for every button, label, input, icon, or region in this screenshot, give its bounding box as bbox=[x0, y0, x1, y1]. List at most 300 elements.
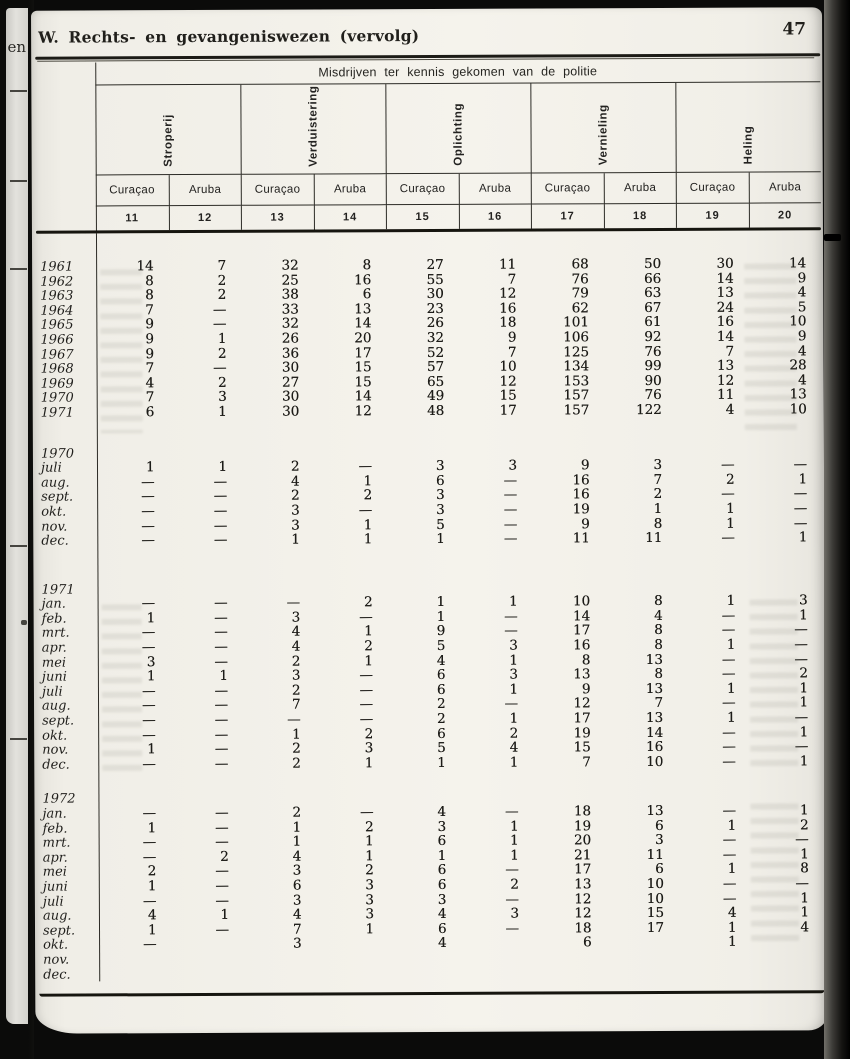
column-number-row bbox=[36, 203, 821, 230]
row-label: nov. bbox=[41, 519, 68, 535]
table-cell: 1 bbox=[509, 652, 518, 669]
table-cell: 15 bbox=[646, 905, 664, 922]
table-cell: — bbox=[142, 712, 156, 729]
table-cell: 157 bbox=[563, 387, 590, 404]
subcolumn-header: Aruba bbox=[748, 172, 821, 203]
table-cell: — bbox=[213, 360, 227, 377]
ink-speck bbox=[21, 620, 27, 625]
table-cell: 20 bbox=[354, 330, 372, 347]
section-year-label: 1970 bbox=[40, 446, 75, 462]
table-cell: 10 bbox=[789, 313, 807, 330]
table-cell: 9 bbox=[145, 316, 154, 333]
title-rule bbox=[35, 53, 820, 59]
column-group-header bbox=[240, 84, 385, 175]
table-cell: — bbox=[720, 456, 735, 473]
table-cell bbox=[317, 966, 390, 981]
table-cell: 13 bbox=[645, 710, 664, 727]
table-cell: 2 bbox=[365, 862, 374, 879]
table-cell: 8 bbox=[362, 257, 372, 274]
table-cell: — bbox=[721, 665, 736, 682]
table-cell: 4 bbox=[797, 284, 807, 301]
table-cell: 2 bbox=[291, 682, 301, 699]
table-cell: — bbox=[141, 503, 155, 520]
table-cell: 19 bbox=[573, 724, 591, 741]
table-cell: 3 bbox=[291, 667, 301, 684]
table-cell: 17 bbox=[574, 861, 592, 878]
table-cell: — bbox=[141, 683, 156, 700]
table-cell: 1 bbox=[726, 592, 736, 609]
table-cell: 6 bbox=[436, 681, 446, 698]
row-label: okt. bbox=[41, 504, 67, 520]
table-cell: 8 bbox=[654, 666, 663, 683]
row-label: mrt. bbox=[42, 835, 71, 851]
table-cell: 1 bbox=[291, 531, 300, 548]
row-label: mei bbox=[41, 655, 67, 671]
table-cell: — bbox=[143, 936, 157, 953]
table-cell: 12 bbox=[574, 890, 592, 907]
table-cell: 6 bbox=[145, 404, 155, 421]
table-cell: 3 bbox=[435, 487, 445, 504]
table-cell: 16 bbox=[573, 637, 591, 654]
column-number: 19 bbox=[676, 204, 749, 228]
table-cell: 12 bbox=[354, 403, 372, 420]
table-cell: 17 bbox=[354, 344, 372, 361]
table-cell: 4 bbox=[145, 374, 155, 391]
table-cell bbox=[679, 964, 752, 979]
table-cell: — bbox=[142, 726, 156, 743]
table-cell: 3 bbox=[798, 592, 808, 609]
table-cell: 1 bbox=[292, 819, 302, 836]
table-cell: — bbox=[141, 595, 156, 612]
table-cell: 1 bbox=[510, 847, 519, 864]
table-cell: 2 bbox=[510, 876, 519, 893]
table-cell: — bbox=[359, 696, 374, 713]
table-cell: — bbox=[142, 756, 156, 773]
table-cell: 9 bbox=[145, 345, 155, 362]
table-cell: 1 bbox=[147, 741, 156, 758]
table-cell bbox=[462, 950, 535, 965]
scanned-page bbox=[31, 7, 826, 1033]
statistics-table bbox=[35, 59, 824, 997]
table-cell: — bbox=[793, 456, 808, 473]
table-cell: 122 bbox=[635, 401, 662, 419]
table-cell: 76 bbox=[571, 270, 589, 287]
table-cell: — bbox=[215, 892, 229, 909]
table-row bbox=[38, 754, 823, 772]
table-cell: 2 bbox=[725, 471, 735, 488]
stub-spacer bbox=[35, 85, 95, 175]
table-cell: 1 bbox=[146, 668, 156, 685]
table-cell: 1 bbox=[509, 681, 519, 698]
table-cell: 8 bbox=[653, 515, 663, 532]
table-cell: — bbox=[213, 531, 228, 549]
table-row bbox=[39, 964, 824, 982]
table-cell: — bbox=[214, 804, 229, 821]
table-cell: 23 bbox=[426, 300, 444, 317]
table-cell: 76 bbox=[644, 387, 662, 404]
table-cell: 6 bbox=[437, 725, 446, 742]
table-cell: 1 bbox=[147, 878, 157, 895]
subcolumn-header: Curaçao bbox=[96, 175, 169, 206]
table-cell: — bbox=[794, 650, 808, 668]
table-cell: 63 bbox=[644, 285, 662, 302]
table-cell: 2 bbox=[509, 725, 519, 742]
row-label: dec. bbox=[41, 533, 69, 549]
table-cell: 92 bbox=[644, 328, 662, 346]
table-cell: — bbox=[214, 653, 228, 670]
table-cell: — bbox=[503, 486, 518, 503]
page-number: 47 bbox=[782, 19, 807, 40]
table-cell: 6 bbox=[582, 934, 592, 951]
table-cell: 2 bbox=[364, 638, 373, 655]
table-cell bbox=[752, 964, 825, 979]
table-cell: 3 bbox=[435, 458, 445, 475]
table-cell: 8 bbox=[654, 637, 663, 654]
table-cell: — bbox=[212, 301, 227, 318]
table-row bbox=[37, 402, 822, 420]
table-cell: 8 bbox=[800, 860, 809, 877]
table-cell: 14 bbox=[716, 270, 734, 287]
table-cell: 3 bbox=[509, 666, 518, 683]
table-cell: — bbox=[505, 920, 520, 937]
table-cell: — bbox=[503, 501, 518, 518]
table-cell: 4 bbox=[437, 803, 447, 820]
table-cell: — bbox=[722, 738, 736, 755]
table-cell: 11 bbox=[646, 846, 664, 863]
table-section bbox=[37, 443, 822, 549]
table-cell: 7 bbox=[653, 471, 663, 488]
table-cell: — bbox=[142, 834, 157, 851]
table-cell: — bbox=[358, 458, 373, 475]
table-cell: — bbox=[359, 711, 374, 728]
table-cell: 6 bbox=[655, 861, 664, 878]
table-cell: 7 bbox=[507, 344, 517, 361]
table-cell: 4 bbox=[727, 904, 737, 921]
table-cell: 2 bbox=[217, 345, 227, 362]
table-cell: 2 bbox=[290, 458, 300, 475]
table-cell: 6 bbox=[437, 862, 447, 879]
table-cell: — bbox=[721, 622, 736, 639]
table-cell: 2 bbox=[364, 725, 374, 742]
table-cell: 14 bbox=[354, 315, 372, 332]
table-cell: 125 bbox=[563, 343, 590, 360]
table-cell: — bbox=[214, 609, 228, 626]
edge-ink-mark bbox=[824, 234, 841, 241]
table-cell: — bbox=[722, 875, 737, 892]
table-cell: — bbox=[359, 804, 374, 821]
table-cell: 4 bbox=[654, 607, 663, 624]
table-cell: 1 bbox=[726, 680, 736, 697]
table-cell: 4 bbox=[290, 473, 300, 490]
table-cell: — bbox=[721, 607, 736, 624]
table-cell: 1 bbox=[509, 754, 519, 771]
table-cell: 3 bbox=[437, 818, 447, 835]
table-cell: 62 bbox=[571, 300, 589, 317]
column-group-header bbox=[675, 82, 820, 173]
table-cell: 2 bbox=[292, 755, 301, 772]
subcolumn-header: Aruba bbox=[458, 174, 531, 205]
table-cell: 5 bbox=[436, 637, 446, 655]
table-cell: 1 bbox=[217, 330, 227, 347]
table-cell: 38 bbox=[281, 286, 299, 303]
table-cell: 3 bbox=[655, 832, 664, 849]
table-cell: 7 bbox=[654, 695, 664, 712]
table-cell: 1 bbox=[799, 680, 809, 697]
column-number: 13 bbox=[241, 205, 314, 229]
row-label: okt. bbox=[42, 728, 68, 744]
table-cell: 6 bbox=[435, 472, 445, 489]
table-cell: 13 bbox=[646, 802, 664, 820]
table-cell: 2 bbox=[291, 653, 301, 670]
table-cell: 12 bbox=[716, 372, 735, 389]
table-cell: — bbox=[142, 697, 156, 714]
stub-spacer bbox=[36, 206, 96, 230]
table-cell bbox=[99, 967, 172, 982]
table-cell: 1 bbox=[798, 471, 808, 488]
table-cell: 14 bbox=[788, 255, 807, 272]
table-cell: — bbox=[142, 848, 157, 866]
table-cell: 12 bbox=[573, 695, 591, 712]
table-cell: 8 bbox=[145, 272, 154, 289]
table-cell: 1 bbox=[363, 516, 373, 533]
table-cell bbox=[534, 965, 607, 980]
table-cell: — bbox=[141, 473, 155, 490]
table-cell: 1 bbox=[799, 753, 809, 770]
table-cell: 2 bbox=[436, 696, 446, 713]
table-cell: 3 bbox=[365, 877, 374, 894]
table-cell bbox=[462, 936, 535, 951]
table-cell: 2 bbox=[217, 287, 227, 304]
column-number: 17 bbox=[531, 204, 604, 228]
table-cell: — bbox=[141, 624, 156, 641]
table-cell: 28 bbox=[789, 357, 807, 374]
column-group-label: Oplichting bbox=[452, 102, 465, 166]
table-cell: 4 bbox=[291, 624, 301, 641]
row-label: mrt. bbox=[41, 626, 70, 642]
row-label: 1961 bbox=[40, 259, 74, 275]
table-cell: 13 bbox=[716, 357, 735, 374]
stub-spacer bbox=[35, 62, 95, 85]
table-cell: 9 bbox=[581, 515, 590, 532]
table-cell: 19 bbox=[572, 501, 590, 518]
column-group-label: Heling bbox=[742, 125, 755, 165]
table-cell: 1 bbox=[363, 531, 373, 548]
table-cell: 3 bbox=[291, 502, 300, 519]
table-cell: 13 bbox=[645, 680, 664, 697]
table-cell: 2 bbox=[292, 740, 301, 757]
table-cell: 21 bbox=[573, 847, 592, 864]
table-cell: 15 bbox=[573, 739, 591, 756]
row-label: 1966 bbox=[40, 332, 74, 348]
row-label: apr. bbox=[41, 640, 67, 656]
table-cell: — bbox=[504, 803, 519, 820]
table-cell: — bbox=[215, 877, 229, 894]
table-cell: 1 bbox=[147, 921, 157, 938]
table-cell: 9 bbox=[145, 331, 154, 348]
row-label: sept. bbox=[42, 923, 76, 939]
table-cell: 9 bbox=[797, 269, 807, 286]
table-cell: 1 bbox=[800, 846, 809, 863]
table-cell: 13 bbox=[574, 876, 592, 893]
table-cell: 10 bbox=[789, 401, 807, 418]
subcolumn-header-row bbox=[36, 172, 821, 206]
table-cell: 1 bbox=[509, 818, 519, 835]
table-cell: — bbox=[213, 488, 228, 505]
table-cell: 1 bbox=[364, 755, 374, 772]
column-group-label: Stroperij bbox=[161, 114, 175, 168]
facing-page-line bbox=[10, 180, 27, 182]
table-cell: 30 bbox=[281, 359, 300, 376]
table-cell: 2 bbox=[436, 710, 446, 727]
row-label: juli bbox=[40, 460, 62, 476]
table-cell: 14 bbox=[716, 328, 734, 345]
table-cell: 3 bbox=[508, 457, 518, 474]
table-cell: 13 bbox=[645, 651, 663, 668]
table-cell: 16 bbox=[353, 271, 372, 288]
table-cell: 17 bbox=[572, 622, 591, 639]
table-cell: 1 bbox=[145, 459, 155, 476]
row-label: jan. bbox=[42, 806, 67, 822]
table-cell: 1 bbox=[510, 832, 519, 849]
table-cell bbox=[99, 952, 172, 967]
table-cell: — bbox=[213, 473, 228, 490]
table-cell: 17 bbox=[573, 710, 591, 727]
table-cell: — bbox=[721, 485, 735, 503]
table-cell: 15 bbox=[354, 373, 372, 391]
table-cell: 6 bbox=[654, 817, 664, 834]
table-cell: 1 bbox=[365, 848, 374, 865]
table-cell: — bbox=[141, 639, 156, 656]
table-cell: — bbox=[214, 711, 229, 728]
table-cell: — bbox=[793, 514, 808, 531]
table-cell: 1 bbox=[727, 933, 737, 951]
table-cell: — bbox=[214, 638, 228, 655]
table-cell: 61 bbox=[644, 314, 662, 331]
table-cell: 134 bbox=[563, 358, 590, 375]
subcolumn-header: Curaçao bbox=[531, 173, 604, 204]
column-number: 12 bbox=[168, 206, 241, 230]
table-cell: 3 bbox=[364, 740, 374, 757]
table-cell: 10 bbox=[646, 890, 664, 907]
table-cell: — bbox=[795, 831, 809, 848]
table-cell: 57 bbox=[426, 359, 445, 376]
table-cell: 18 bbox=[574, 920, 592, 937]
table-cell bbox=[172, 952, 245, 967]
table-cell: 30 bbox=[281, 388, 300, 405]
table-cell: 17 bbox=[499, 402, 517, 419]
table-cell: 1 bbox=[437, 847, 447, 864]
table-cell bbox=[389, 965, 462, 980]
table-cell: — bbox=[214, 682, 229, 699]
table-cell: 8 bbox=[581, 651, 591, 668]
table-cell: — bbox=[794, 709, 809, 726]
table-cell: 20 bbox=[573, 832, 592, 849]
table-cell: 5 bbox=[436, 516, 445, 533]
table-cell: — bbox=[212, 316, 227, 333]
table-cell bbox=[607, 964, 680, 979]
table-cell: 4 bbox=[800, 919, 810, 936]
table-cell: 6 bbox=[292, 877, 302, 894]
row-label: jan. bbox=[41, 596, 66, 612]
column-group-label: Vernieling bbox=[597, 104, 610, 166]
table-cell: 13 bbox=[716, 284, 734, 301]
table-cell: 2 bbox=[799, 816, 809, 833]
table-body bbox=[36, 230, 824, 982]
table-cell: 26 bbox=[426, 315, 444, 332]
table-cell: 2 bbox=[653, 486, 663, 503]
table-cell: — bbox=[504, 608, 518, 625]
table-cell: 18 bbox=[573, 803, 592, 820]
table-cell bbox=[317, 937, 390, 952]
table-cell: 25 bbox=[281, 272, 299, 289]
column-number: 18 bbox=[603, 204, 676, 228]
column-group-header bbox=[385, 84, 530, 175]
table-cell: 50 bbox=[643, 255, 662, 273]
table-cell: 9 bbox=[507, 329, 517, 346]
table-cell: 10 bbox=[646, 753, 664, 770]
table-cell: — bbox=[213, 502, 228, 519]
table-cell: 3 bbox=[218, 389, 227, 406]
table-cell: — bbox=[215, 819, 229, 836]
subcolumn-header: Curaçao bbox=[386, 174, 459, 205]
table-cell: 5 bbox=[437, 740, 446, 757]
table-cell: 1 bbox=[509, 710, 519, 727]
table-title: Misdrijven ter kennis gekomen van de politie bbox=[95, 59, 820, 85]
table-cell: — bbox=[215, 834, 229, 851]
table-cell: — bbox=[214, 755, 229, 772]
table-cell: — bbox=[215, 921, 230, 938]
table-cell: — bbox=[503, 530, 518, 547]
table-cell bbox=[317, 951, 390, 966]
facing-page-line bbox=[10, 738, 27, 740]
table-cell bbox=[679, 950, 752, 965]
table-cell: 8 bbox=[653, 593, 663, 610]
table-cell: 1 bbox=[798, 529, 808, 546]
row-label: 1962 bbox=[40, 274, 74, 290]
table-cell: — bbox=[214, 697, 229, 714]
facing-page-line bbox=[10, 90, 27, 92]
table-cell: 1 bbox=[727, 919, 737, 936]
table-cell: 4 bbox=[437, 935, 447, 952]
table-cell: 16 bbox=[572, 486, 590, 503]
table-cell: 16 bbox=[716, 314, 734, 331]
row-label: 1963 bbox=[40, 288, 74, 304]
table-cell: 3 bbox=[291, 609, 301, 626]
table-cell: 3 bbox=[436, 501, 445, 518]
table-cell: 2 bbox=[220, 848, 229, 865]
column-group-header bbox=[530, 83, 675, 174]
table-cell: 1 bbox=[800, 889, 809, 906]
table-cell: — bbox=[503, 516, 518, 533]
table-cell: — bbox=[794, 738, 809, 755]
row-label: 1971 bbox=[40, 405, 74, 421]
table-cell: 3 bbox=[292, 862, 302, 879]
column-number: 15 bbox=[386, 205, 459, 229]
table-cell: 1 bbox=[726, 515, 735, 532]
table-cell: — bbox=[141, 517, 155, 534]
table-cell: 13 bbox=[789, 386, 807, 403]
table-cell: 1 bbox=[799, 694, 809, 711]
table-cell: 1 bbox=[437, 754, 446, 771]
table-cell: 3 bbox=[365, 891, 374, 908]
table-cell bbox=[462, 965, 535, 980]
table-cell: 65 bbox=[426, 373, 445, 390]
table-cell: 1 bbox=[726, 500, 735, 517]
page-title: W. Rechts- en gevangeniswezen (vervolg) bbox=[38, 26, 420, 47]
table-cell: — bbox=[722, 724, 736, 741]
table-cell: 1 bbox=[799, 607, 808, 624]
table-cell: 55 bbox=[426, 271, 444, 288]
